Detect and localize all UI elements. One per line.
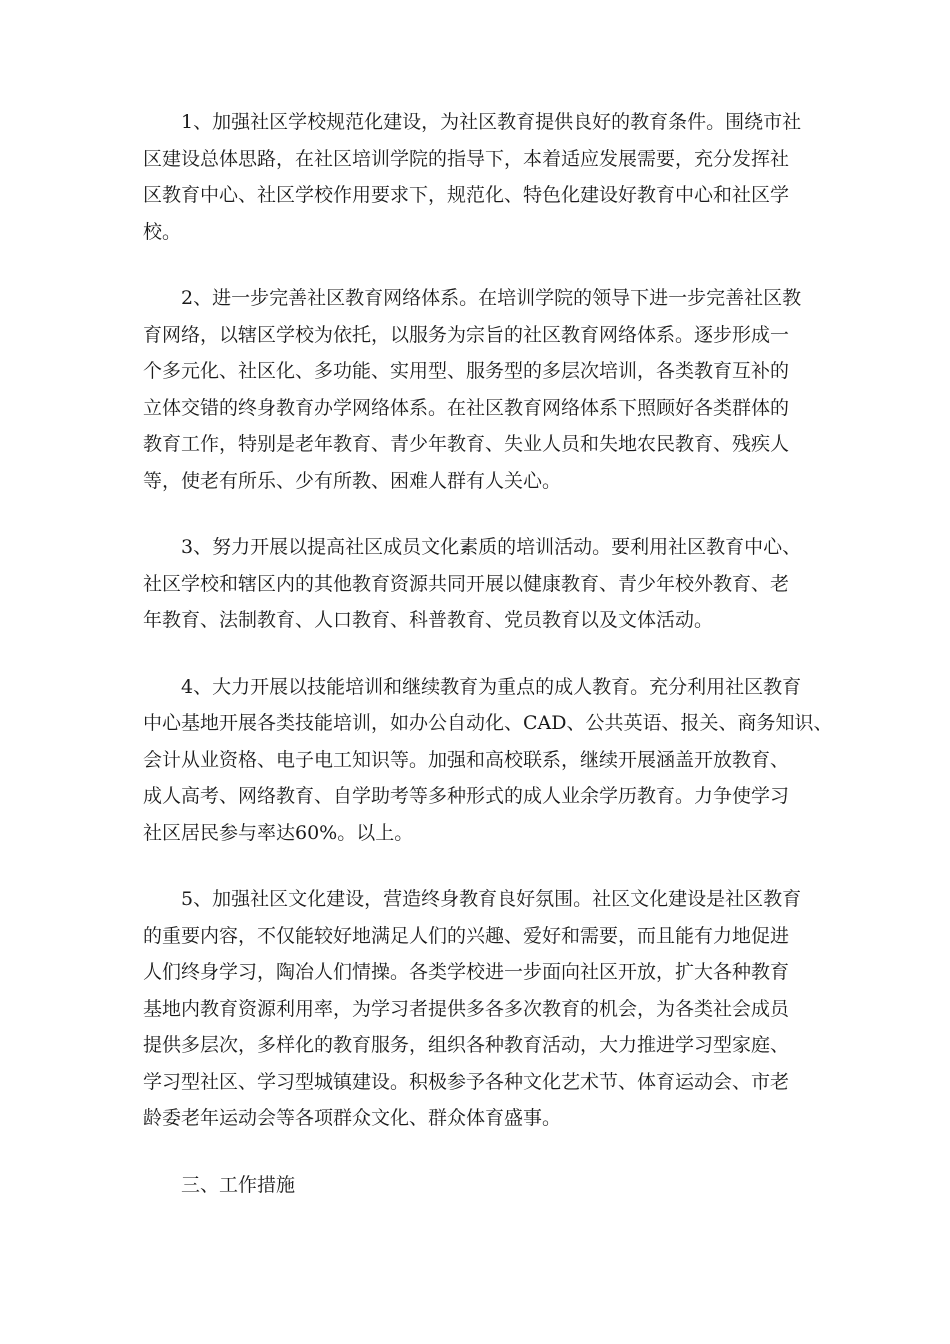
paragraph-line: 社区学校和辖区内的其他教育资源共同开展以健康教育、青少年校外教育、老 — [143, 572, 790, 595]
paragraph-line: 5、加强社区文化建设，营造终身教育良好氛围。社区文化建设是社区教育 — [181, 888, 802, 910]
paragraph-line: 基地内教育资源利用率，为学习者提供多各多次教育的机会，为各类社会成员 — [143, 997, 790, 1020]
paragraph-4 — [143, 669, 833, 852]
section-heading — [143, 1167, 823, 1204]
paragraph-line: 教育工作，特别是老年教育、青少年教育、失业人员和失地农民教育、残疾人 — [143, 433, 790, 455]
paragraph-line: 2、进一步完善社区教育网络体系。在培训学院的领导下进一步完善社区教 — [181, 287, 802, 309]
paragraph-line: 会计从业资格、电子电工知识等。加强和高校联系，继续开展涵盖开放教育、 — [143, 748, 790, 771]
paragraph-line: 提供多层次，多样化的教育服务，组织各种教育活动，大力推进学习型家庭、 — [143, 1034, 790, 1056]
paragraph-line: 等，使老有所乐、少有所教、困难人群有人关心。 — [143, 469, 562, 492]
section-heading-text: 三、工作措施 — [181, 1173, 296, 1196]
document-body — [143, 104, 833, 1233]
paragraph-line: 成人高考、网络教育、自学助考等多种形式的成人业余学历教育。力争使学习 — [143, 785, 790, 807]
paragraph-line: 的重要内容，不仅能较好地满足人们的兴趣、爱好和需要，而且能有力地促进 — [143, 924, 790, 947]
paragraph-line: 3、努力开展以提高社区成员文化素质的培训活动。要利用社区教育中心、 — [181, 536, 802, 558]
paragraph-line: 4、大力开展以技能培训和继续教育为重点的成人教育。充分利用社区教育 — [181, 675, 802, 698]
paragraph-line: 年教育、法制教育、人口教育、科普教育、党员教育以及文体活动。 — [143, 609, 714, 631]
paragraph-5 — [143, 881, 823, 1137]
paragraph-line: 区建设总体思路，在社区培训学院的指导下，本着适应发展需要，充分发挥社 — [143, 147, 790, 170]
paragraph-line: 1、加强社区学校规范化建设，为社区教育提供良好的教育条件。围绕市社 — [181, 111, 802, 133]
paragraph-2 — [143, 280, 823, 499]
paragraph-line: 学习型社区、学习型城镇建设。积极参予各种文化艺术节、体育运动会、市老 — [143, 1070, 790, 1093]
paragraph-line: 个多元化、社区化、多功能、实用型、服务型的多层次培训，各类教育互补的 — [143, 360, 790, 382]
paragraph-line: 区教育中心、社区学校作用要求下，规范化、特色化建设好教育中心和社区学 — [143, 184, 790, 206]
paragraph-line: 中心基地开展各类技能培训，如办公自动化、CAD、公共英语、报关、商务知识、 — [143, 712, 833, 734]
paragraph-line: 龄委老年运动会等各项群众文化、群众体育盛事。 — [143, 1107, 562, 1129]
paragraph-1 — [143, 104, 823, 250]
paragraph-line: 社区居民参与率达60%。以上。 — [143, 821, 414, 844]
paragraph-3 — [143, 529, 823, 639]
paragraph-line: 校。 — [143, 220, 182, 243]
paragraph-line: 立体交错的终身教育办学网络体系。在社区教育网络体系下照顾好各类群体的 — [143, 396, 790, 419]
paragraph-line: 人们终身学习，陶冶人们情操。各类学校进一步面向社区开放，扩大各种教育 — [143, 961, 790, 983]
paragraph-line: 育网络，以辖区学校为依托，以服务为宗旨的社区教育网络体系。逐步形成一 — [143, 323, 790, 346]
